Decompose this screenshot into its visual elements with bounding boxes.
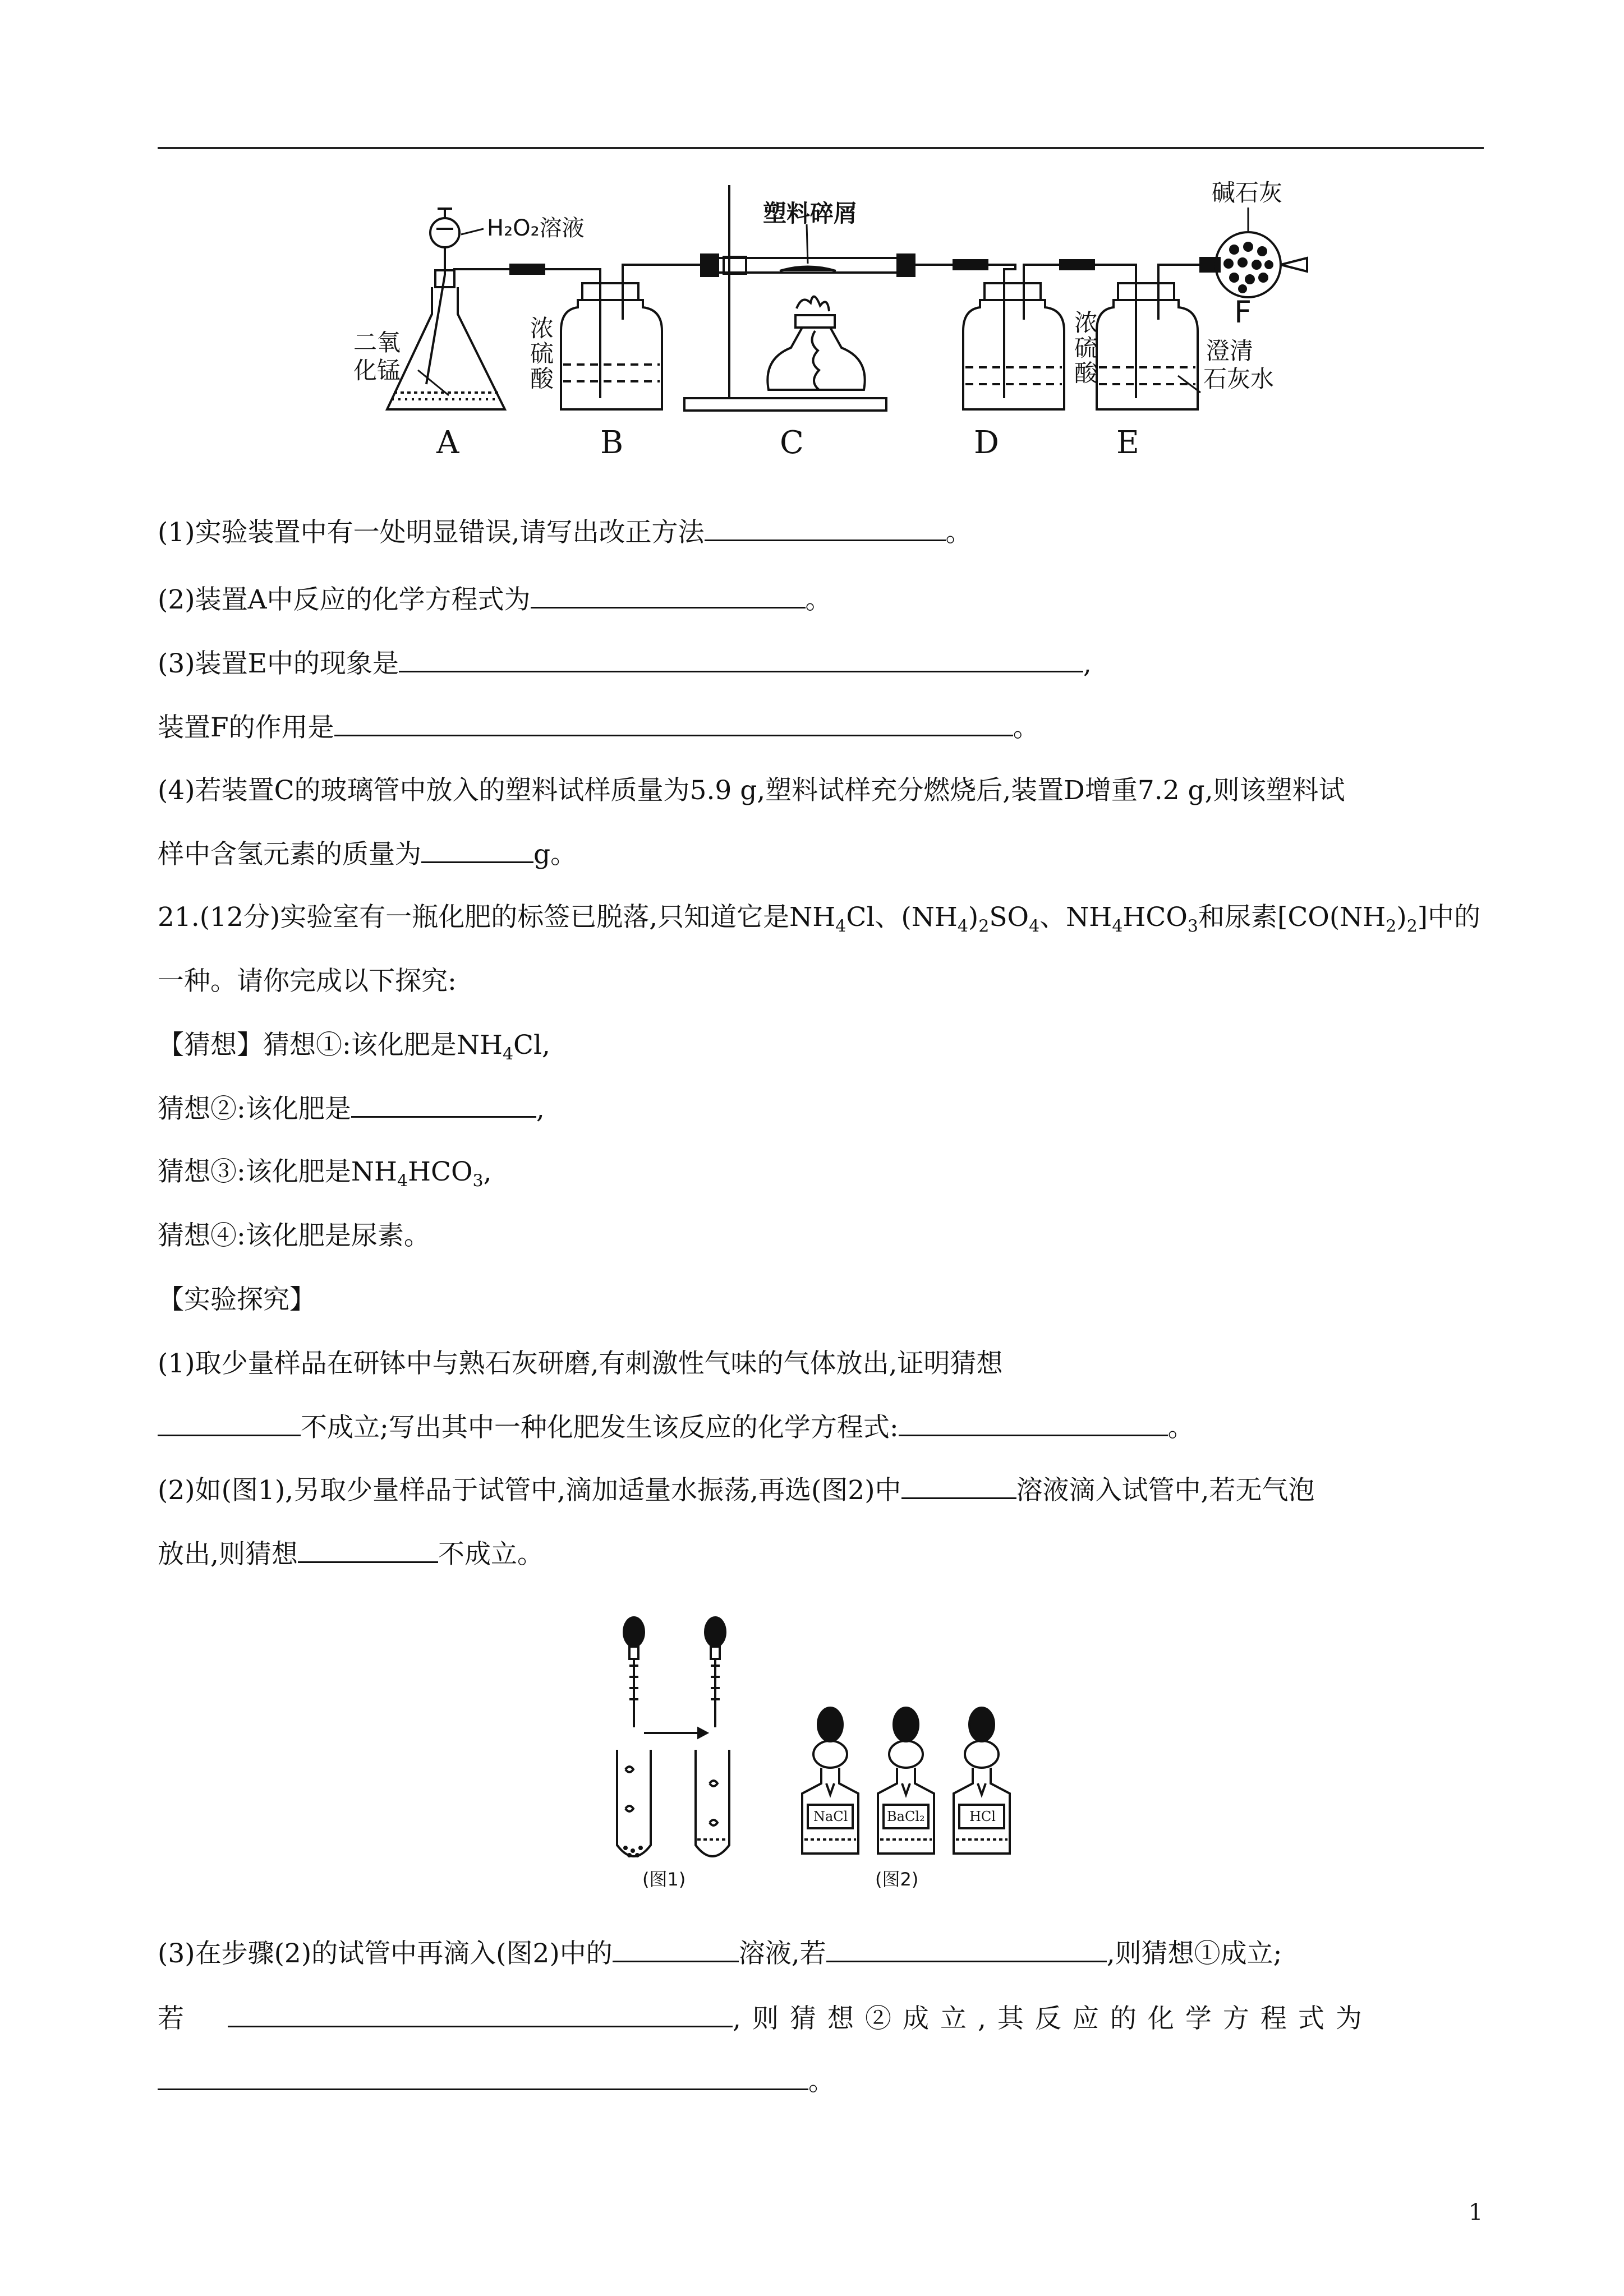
answer-blank[interactable] bbox=[351, 1091, 536, 1118]
acid-d-label-1: 浓 bbox=[1074, 309, 1098, 336]
answer-blank[interactable] bbox=[158, 2064, 808, 2090]
mno2-label-2: 化锰 bbox=[353, 357, 401, 384]
question-4-line2: 样中含氢元素的质量为 g。 bbox=[158, 837, 1493, 872]
guess-2: 猜想②:该化肥是 , bbox=[158, 1091, 1493, 1126]
acid-d-label-3: 酸 bbox=[1074, 359, 1098, 387]
answer-blank[interactable] bbox=[613, 1936, 739, 1962]
bottle-nacl-label: NaCl bbox=[813, 1809, 848, 1824]
apparatus-a-label: A bbox=[436, 425, 459, 461]
answer-blank[interactable] bbox=[228, 2001, 733, 2027]
answer-blank[interactable] bbox=[334, 710, 1013, 736]
limewater-label-1: 澄清 bbox=[1206, 337, 1254, 365]
q21-intro-line1: 21.(12分)实验室有一瓶化肥的标签已脱落,只知道它是$NH_4Cl$、$(NH_4)_2SO_4$、$NH_4HCO_3$和尿素$[CO(NH_2)_2]$中的 bbox=[158, 902, 1481, 937]
guess-1: 【猜想】猜想①:该化肥是$NH_4Cl$, bbox=[158, 1030, 550, 1064]
answer-blank[interactable] bbox=[531, 582, 806, 608]
apparatus-d-label: D bbox=[974, 425, 999, 461]
guess-3: 猜想③:该化肥是$NH_4HCO_3$, bbox=[158, 1156, 492, 1191]
q21-intro-line2: 一种。请你完成以下探究: bbox=[158, 966, 457, 997]
limewater-label-2: 石灰水 bbox=[1203, 365, 1275, 393]
acid-b-label-3: 酸 bbox=[530, 365, 554, 393]
question-4-line1: (4)若装置C的玻璃管中放入的塑料试样质量为5.9 g,塑料试样充分燃烧后,装置D增重7.2 g,则该塑料试 bbox=[158, 775, 1345, 806]
apparatus-c-label: C bbox=[780, 425, 804, 461]
apparatus-f-label: F bbox=[1234, 294, 1252, 330]
sodalime-label: 碱石灰 bbox=[1212, 179, 1283, 206]
acid-d-label-2: 硫 bbox=[1074, 334, 1098, 362]
page-number: 1 bbox=[1469, 2200, 1483, 2225]
question-2: (2)装置A中反应的化学方程式为 。 bbox=[158, 582, 1493, 617]
fig2-caption: (图2) bbox=[875, 1869, 919, 1890]
bottle-bacl2-label: BaCl₂ bbox=[887, 1809, 925, 1824]
header-rule bbox=[158, 147, 1484, 149]
fig1-caption: (图1) bbox=[642, 1869, 686, 1890]
answer-blank[interactable] bbox=[705, 515, 946, 541]
explore-1-line2: 不成立;写出其中一种化肥发生该反应的化学方程式: 。 bbox=[158, 1410, 1493, 1445]
plastic-label: 塑料碎屑 bbox=[763, 200, 858, 227]
explore-3-line3: 。 bbox=[158, 2064, 1493, 2099]
acid-b-label-2: 硫 bbox=[530, 340, 554, 367]
explore-1-line1: (1)取少量样品在研钵中与熟石灰研磨,有刺激性气味的气体放出,证明猜想 bbox=[158, 1348, 1003, 1379]
explore-2-line2: 放出,则猜想 不成立。 bbox=[158, 1537, 1493, 1571]
bottle-hcl-label: HCl bbox=[969, 1809, 996, 1824]
mno2-label-1: 二氧 bbox=[353, 329, 401, 356]
apparatus-b-label: B bbox=[600, 425, 624, 461]
acid-b-label-1: 浓 bbox=[530, 315, 554, 342]
question-3b: 装置F的作用是 。 bbox=[158, 710, 1493, 745]
answer-blank[interactable] bbox=[298, 1537, 438, 1563]
explore-3-line2: 若 ,则猜想②成立,其反应的化学方程式为 bbox=[158, 2001, 1493, 2036]
answer-blank[interactable] bbox=[158, 1410, 301, 1436]
apparatus-e-label: E bbox=[1116, 425, 1139, 461]
answer-blank[interactable] bbox=[826, 1936, 1107, 1962]
apparatus-figure bbox=[337, 168, 1324, 471]
answer-blank[interactable] bbox=[901, 1473, 1016, 1499]
explore-3-line1: (3)在步骤(2)的试管中再滴入(图2)中的 溶液,若 ,则猜想①成立; bbox=[158, 1936, 1493, 1971]
question-1: (1)实验装置中有一处明显错误,请写出改正方法 。 bbox=[158, 515, 1493, 550]
answer-blank[interactable] bbox=[421, 837, 533, 863]
h2o2-label: H₂O₂溶液 bbox=[487, 215, 585, 241]
answer-blank[interactable] bbox=[899, 1410, 1168, 1436]
explore-2-line1: (2)如(图1),另取少量样品于试管中,滴加适量水振荡,再选(图2)中 溶液滴入试管中,若无气泡 bbox=[158, 1473, 1493, 1507]
explore-heading: 【实验探究】 bbox=[158, 1284, 316, 1315]
answer-blank[interactable] bbox=[399, 646, 1083, 672]
guess-4: 猜想④:该化肥是尿素。 bbox=[158, 1220, 430, 1251]
test-tube-figure bbox=[595, 1615, 1043, 1896]
question-3: (3)装置E中的现象是 , bbox=[158, 646, 1493, 681]
